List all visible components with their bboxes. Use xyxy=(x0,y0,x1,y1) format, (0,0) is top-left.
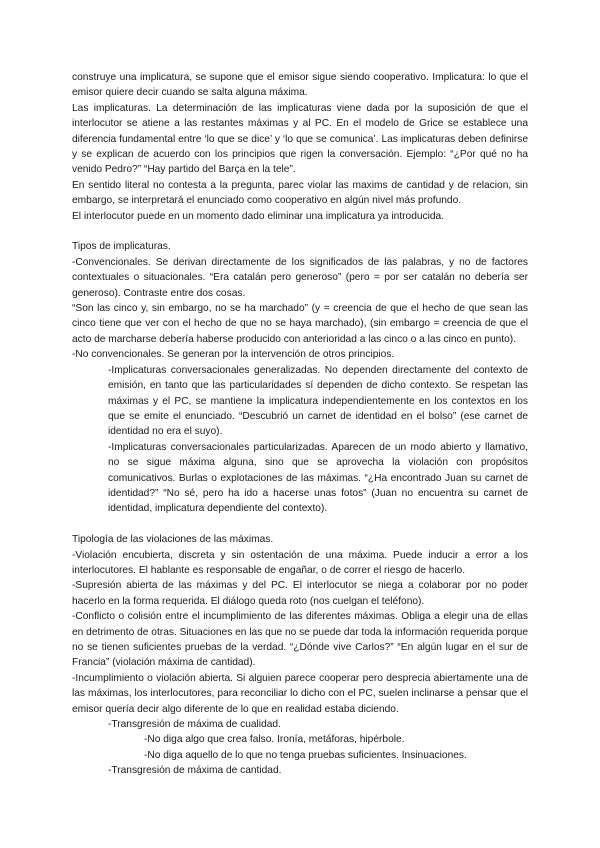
paragraph-supresion-abierta: -Supresión abierta de las máximas y del PC. El interlocutor se niega a colaborar por no poder hacerlo en la forma requerida. El diálogo queda roto (nos cuelgan el teléfono). xyxy=(72,580,528,607)
paragraph-transgresion-cualidad: -Transgresión de máxima de cualidad. xyxy=(108,719,281,731)
paragraph-cualidad-pruebas: -No diga aquello de lo que no tenga pruebas suficientes. Insinuaciones. xyxy=(144,749,467,761)
paragraph-particularizadas: -Implicaturas conversacionales particularizadas. Aparecen de un modo abierto y llamativo, no se sigue máxima alguna, sino que se aprovecha la violación con propósitos comunicativos. Burlas o explotaciones de las máximas. “¿Ha encontrado Juan su carnet de identidad?” “No sé, pero ha ido a hacerse unas fotos” (Juan no encuentra su carnet de identidad, implicatura dependiente del contexto). xyxy=(108,441,528,515)
paragraph-eliminar-implicatura: El interlocutor puede en un momento dado eliminar una implicatura ya introducida. xyxy=(72,210,445,222)
paragraph-conflicto: -Conflicto o colisión entre el incumplimiento de las diferentes máximas. Obliga a elegir una de ellas en detrimento de otras. Situaciones en las que no se puede dar toda la información requerida porque no se tienen suficientes pruebas de la verdad. “¿Dónde vive Carlos?” “En algún lugar en el sur de Francia” (violación máxima de cantidad). xyxy=(72,611,528,669)
paragraph-implicaturas: Las implicaturas. La determinación de las implicaturas viene dada por la suposición de que el interlocutor se atiene a las restantes máximas y al PC. En el modelo de Grice se establece una diferencia fundamental entre ‘lo que se dice’ y ‘lo que se comunica’. Las implicaturas deben definirse y se explican de acuerdo con los principios que rigen la conversación. Ejemplo: “¿Por qué no ha venido Pedro?” “Hay partido del Barça en la tele”. xyxy=(72,102,528,176)
paragraph-ejemplo-cinco: “Son las cinco y, sin embargo, no se ha marchado” (y = creencia de que el hecho de que sean las cinco tiene que ver con el hecho de que no se haya marchado), (sin embargo = creencia de que el acto de marcharse debería haberse producido con anterioridad a las cinco o a las cinco en punto). xyxy=(72,303,528,345)
section-heading-tipos: Tipos de implicaturas. xyxy=(72,241,171,253)
paragraph-sentido-literal: En sentido literal no contesta a la pregunta, parec violar las maxims de cantidad y de relacion, sin embargo, se interpretará el enunciado como cooperativo en algún nivel más profundo. xyxy=(72,179,528,207)
spacer xyxy=(72,224,528,239)
spacer xyxy=(72,517,528,532)
paragraph-violacion-encubierta: -Violación encubierta, discreta y sin ostentación de una máxima. Puede inducir a error a los interlocutores. El hablante es responsable de engañar, o de correr el riesgo de hacerlo. xyxy=(72,549,528,576)
paragraph-continuation: construye una implicatura, se supone que el emisor sigue siendo cooperativo. Implicatura: lo que el emisor quiere decir cuando se salta alguna máxima. xyxy=(72,72,528,99)
paragraph-generalizadas: -Implicaturas conversacionales generalizadas. No dependen directamente del contexto de emisión, en tanto que las particularidades sí dependen de dicho contexto. Se respetan las máximas y el PC, se mantiene la implicatura independientemente en los contextos en los que se emite el enunciado. “Descubrió un carnet de identidad en el bolso” (ese carnet de identidad no era el suyo). xyxy=(108,364,528,438)
paragraph-cualidad-falso: -No diga algo que crea falso. Ironía, metáforas, hipérbole. xyxy=(144,734,405,746)
section-heading-tipologia: Tipología de las violaciones de las máximas. xyxy=(72,534,274,546)
paragraph-incumplimiento: -Incumplimiento o violación abierta. Si alguien parece cooperar pero desprecia abiertamente una de las máximas, los interlocutores, para reconciliar lo dicho con el PC, suelen inclinarse a pensar que el emisor quería decir algo diferente de lo que en realidad estaba diciendo. xyxy=(72,672,528,715)
paragraph-transgresion-cantidad: -Transgresión de máxima de cantidad. xyxy=(108,765,282,777)
paragraph-no-convencionales: -No convencionales. Se generan por la intervención de otros principios. xyxy=(72,349,395,361)
paragraph-convencionales: -Convencionales. Se derivan directamente de los significados de las palabras, y no de factores contextuales o situacionales. “Era catalán pero generoso” (pero = por ser catalán no debería ser generoso). Contraste entre dos cosas. xyxy=(72,256,528,299)
